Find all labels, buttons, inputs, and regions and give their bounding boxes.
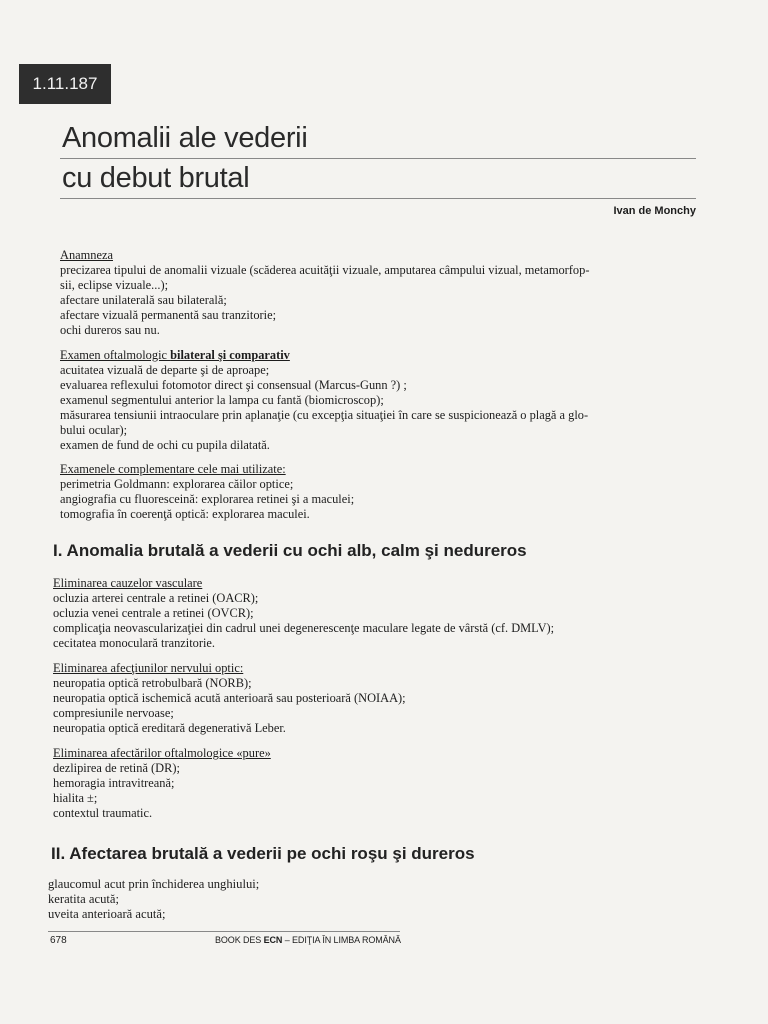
list-item: evaluarea reflexului fotomotor direct şi consensual (Marcus-Gunn ?) ; — [60, 378, 407, 392]
footer-bold: ECN — [263, 935, 283, 945]
list-item: examenul segmentului anterior la lampa cu fantă (biomicroscop); — [60, 393, 384, 407]
complementare-heading: Examenele complementare cele mai utilizate: — [60, 462, 286, 476]
list-item: afectare unilaterală sau bilaterală; — [60, 293, 227, 307]
chapter-title-line-1: Anomalii ale vederii — [62, 122, 308, 154]
list-item: contextul traumatic. — [53, 806, 153, 820]
list-item: glaucomul acut prin închiderea unghiului; — [48, 877, 260, 891]
list-item: perimetria Goldmann: explorarea căilor optice; — [60, 477, 294, 491]
section-heading-1: I. Anomalia brutală a vederii cu ochi alb, calm şi nedureros — [53, 541, 527, 560]
list-item: acuitatea vizuală de departe şi de aproape; — [60, 363, 270, 377]
title-rule-2 — [60, 198, 696, 199]
list-item: hialita ±; — [53, 791, 98, 805]
page-number: 678 — [50, 935, 67, 946]
list-item: dezlipirea de retină (DR); — [53, 761, 180, 775]
list-item: compresiunile nervoase; — [53, 706, 174, 720]
list-item: ocluzia venei centrale a retinei (OVCR); — [53, 606, 254, 620]
list-item: afectare vizuală permanentă sau tranzitorie; — [60, 308, 277, 322]
list-item: măsurarea tensiunii intraoculare prin aplanaţie (cu excepţia situaţiei în care se suspicionează o plagă a glo- — [60, 408, 589, 422]
pure-section — [53, 746, 713, 821]
footer-book-title — [215, 935, 401, 945]
list-item: cecitatea monoculară tranzitorie. — [53, 636, 216, 650]
list-item: examen de fund de ochi cu pupila dilatată. — [60, 438, 270, 452]
chapter-number-badge: 1.11.187 — [19, 64, 111, 104]
list-item: ochi dureros sau nu. — [60, 323, 160, 337]
vasculare-section — [53, 576, 713, 651]
list-item: complicaţia neovascularizaţiei din cadrul unei degenerescenţe maculare legate de vârstă (cf. DMLV); — [53, 621, 555, 635]
vasculare-heading: Eliminarea cauzelor vasculare — [53, 576, 203, 590]
footer-prefix: BOOK DES — [215, 935, 264, 945]
footer-suffix: – EDIŢIA ÎN LIMBA ROMÂNĂ — [282, 935, 401, 945]
section-heading-2: II. Afectarea brutală a vederii pe ochi roşu şi dureros — [51, 844, 475, 863]
list-item: angiografia cu fluoresceină: explorarea retinei şi a maculei; — [60, 492, 355, 506]
examen-heading-plain: Examen oftalmologic — [60, 348, 171, 362]
anamneza-section — [60, 248, 710, 338]
list-item: bului ocular); — [60, 423, 128, 437]
chapter-title-line-2: cu debut brutal — [62, 162, 250, 194]
anamneza-heading: Anamneza — [60, 248, 113, 262]
list-item: precizarea tipului de anomalii vizuale (scăderea acuităţii vizuale, amputarea câmpului vizual, metamorfop- — [60, 263, 590, 277]
list-item: neuropatia optică ischemică acută anterioară sau posterioară (NOIAA); — [53, 691, 406, 705]
examen-heading-bold: bilateral şi comparativ — [170, 348, 290, 362]
list-item: ocluzia arterei centrale a retinei (OACR); — [53, 591, 259, 605]
list-item: tomografia în coerenţă optică: explorarea maculei. — [60, 507, 310, 521]
nervoase-section — [53, 661, 713, 736]
list-item: neuropatia optică retrobulbară (NORB); — [53, 676, 252, 690]
list-item: uveita anterioară acută; — [48, 907, 166, 921]
examen-section — [60, 348, 710, 453]
nervoase-heading: Eliminarea afecţiunilor nervului optic: — [53, 661, 244, 675]
complementare-section — [60, 462, 710, 522]
title-rule-1 — [60, 158, 696, 159]
list-item: keratita acută; — [48, 892, 119, 906]
list-item: sii, eclipse vizuale...); — [60, 278, 169, 292]
footer-rule — [48, 931, 400, 932]
author-name: Ivan de Monchy — [613, 205, 696, 217]
pure-heading: Eliminarea afectărilor oftalmologice «pure» — [53, 746, 271, 760]
list-item: hemoragia intravitreană; — [53, 776, 175, 790]
rosu-section — [48, 877, 708, 922]
examen-heading — [60, 348, 710, 363]
list-item: neuropatia optică ereditară degenerativă Leber. — [53, 721, 286, 735]
